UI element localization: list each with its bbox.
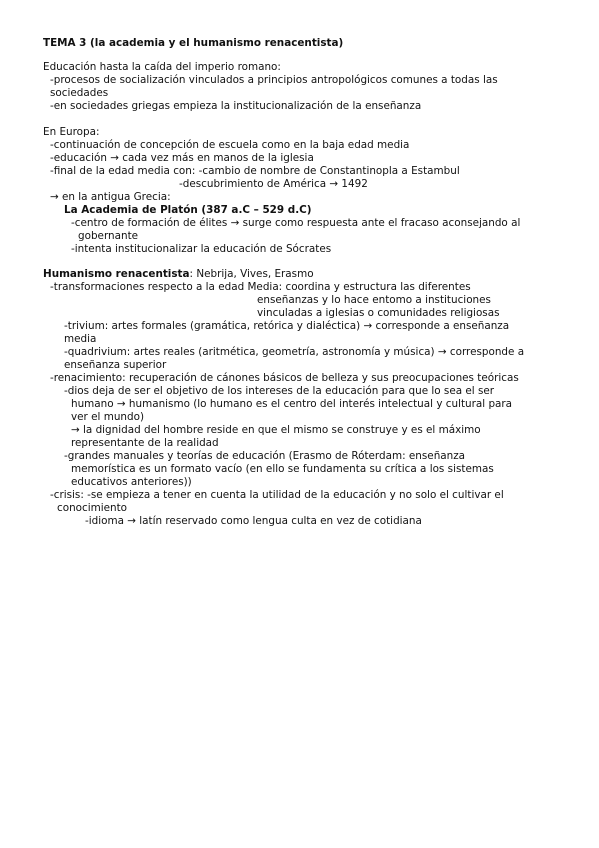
document-title: TEMA 3 (la academia y el humanismo renacentista) <box>43 37 344 49</box>
text-line: -transformaciones respecto a la edad Media: coordina y estructura las diferentes <box>50 281 471 293</box>
section-heading-imperio: Educación hasta la caída del imperio romano: <box>43 61 281 73</box>
text-line: sociedades <box>50 87 109 99</box>
text-line: -intenta institucionalizar la educación de Sócrates <box>71 243 332 255</box>
text-line: -quadrivium: artes reales (aritmética, geometría, astronomía y música) → corresponde a <box>64 346 525 358</box>
text-line: -grandes manuales y teorías de educación (Erasmo de Róterdam: enseñanza <box>64 450 466 462</box>
text-line: vinculadas a iglesias o comunidades religiosas <box>257 307 500 319</box>
section-heading-humanismo <box>43 268 314 280</box>
academia-heading: La Academia de Platón (387 a.C – 529 d.C) <box>64 204 312 216</box>
text-line: -educación → cada vez más en manos de la iglesia <box>50 152 314 164</box>
text-line: -crisis: -se empieza a tener en cuenta la utilidad de la educación y no solo el cultivar el <box>50 489 504 501</box>
text-line: -procesos de socialización vinculados a principios antropológicos comunes a todas las <box>50 74 498 86</box>
text-line: humano → humanismo (lo humano es el centro del interés intelectual y cultural para <box>71 398 513 410</box>
text-line: memorística es un formato vacío (en ello se fundamenta su crítica a los sistemas <box>71 463 494 475</box>
text-line: -continuación de concepción de escuela como en la baja edad media <box>50 139 410 151</box>
text-line: → la dignidad del hombre reside en que el mismo se construye y es el máximo <box>71 424 481 436</box>
text-line: enseñanzas y lo hace entomo a instituciones <box>257 294 491 306</box>
text-line: → en la antigua Grecia: <box>50 191 171 203</box>
text-line: -centro de formación de élites → surge como respuesta ante el fracaso aconsejando al <box>71 217 521 229</box>
text-line: -renacimiento: recuperación de cánones básicos de belleza y sus preocupaciones teóricas <box>50 372 519 384</box>
text-line: conocimiento <box>57 502 128 514</box>
text-line: representante de la realidad <box>71 437 219 449</box>
text-line: gobernante <box>78 230 139 242</box>
text-line: enseñanza superior <box>64 359 167 371</box>
text-line: media <box>64 333 97 345</box>
text-line: ver el mundo) <box>71 411 144 423</box>
humanismo-heading-bold: Humanismo renacentista <box>43 268 190 280</box>
text-line: -dios deja de ser el objetivo de los intereses de la educación para que lo sea el ser <box>64 385 495 397</box>
text-line: -idioma → latín reservado como lengua culta en vez de cotidiana <box>85 515 422 527</box>
text-line: educativos anteriores)) <box>71 476 192 488</box>
section-heading-europa: En Europa: <box>43 126 100 138</box>
text-line: -descubrimiento de América → 1492 <box>179 178 368 190</box>
text-line: -trivium: artes formales (gramática, retórica y dialéctica) → corresponde a enseñanza <box>64 320 510 332</box>
text-line: -final de la edad media con: -cambio de nombre de Constantinopla a Estambul <box>50 165 460 177</box>
text-line: -en sociedades griegas empieza la institucionalización de la enseñanza <box>50 100 422 112</box>
humanismo-heading-rest: : Nebrija, Vives, Erasmo <box>189 268 314 280</box>
